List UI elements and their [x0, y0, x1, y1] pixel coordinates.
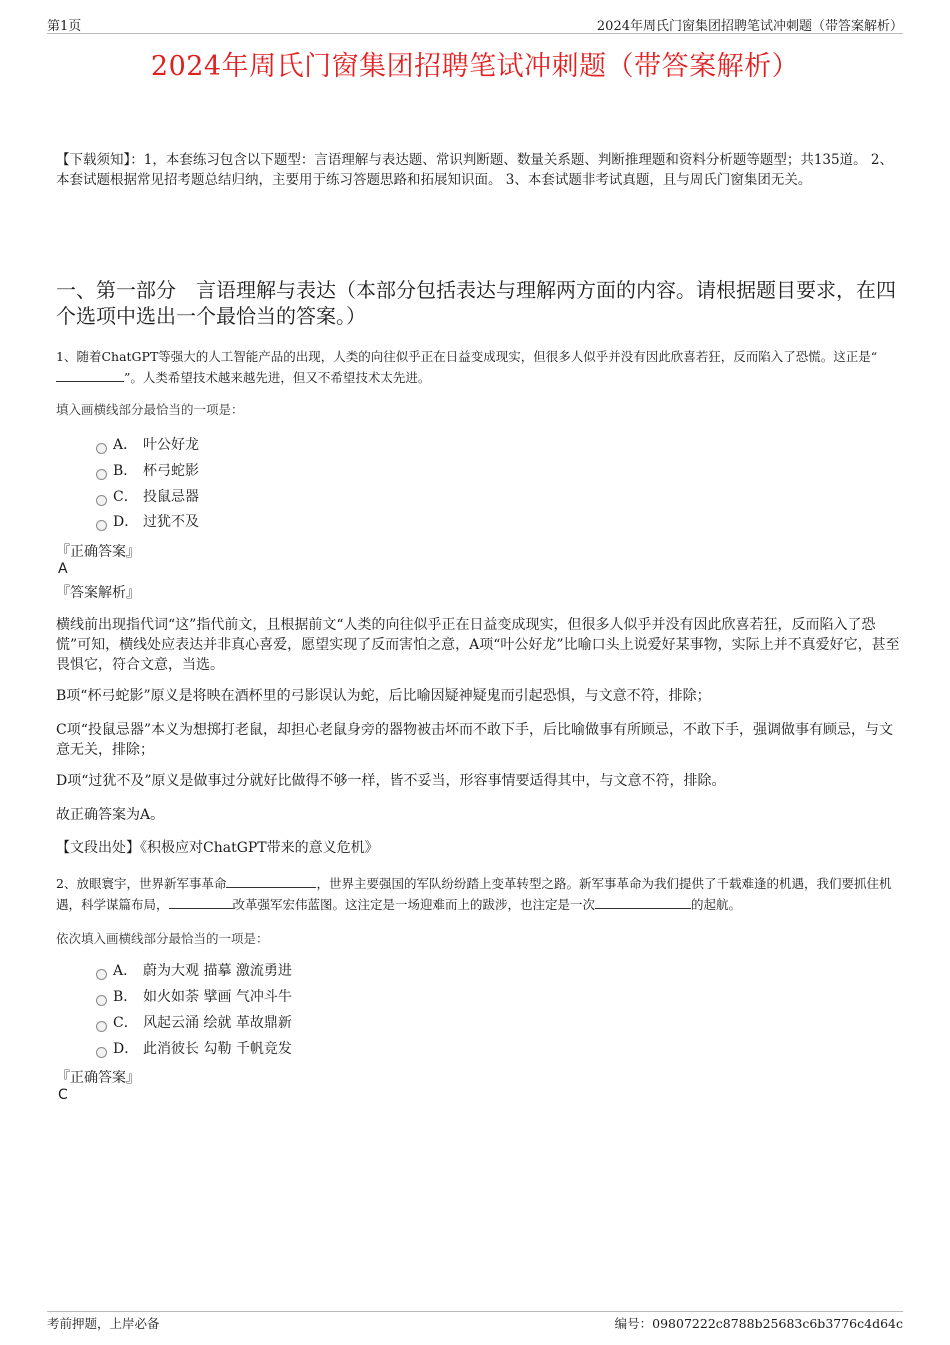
analysis-paragraph: B项“杯弓蛇影”原义是将映在酒杯里的弓影误认为蛇，后比喻因疑神疑鬼而引起恐惧，与文意不符，排除； [56, 688, 711, 704]
correct-answer: C [58, 1087, 68, 1103]
question-2-text-part-c: 改革强军宏伟蓝图。这注定是一场迎难而上的跋涉，也注定是一次 [232, 897, 596, 912]
radio-button[interactable] [96, 995, 107, 1006]
footer-slogan: 考前押题，上岸必备 [47, 1316, 160, 1331]
question-2-instruction: 依次填入画横线部分最恰当的一项是： [56, 931, 269, 946]
option-letter: D． [113, 514, 139, 530]
option-letter: D． [113, 1041, 139, 1057]
question-1-text-part-b: ”。人类希望技术越来越先进，但又不希望技术太先进。 [124, 370, 431, 385]
question-2-text-part-b: ，世界主要强国的军队纷纷踏上变革转型之路。新军事革命为我们提供了千载难逢的机遇，我们要抓住机遇，科学谋篇布局， [56, 876, 892, 912]
option-b[interactable] [96, 461, 199, 481]
answer-blank [226, 875, 316, 888]
answer-blank [56, 369, 124, 382]
radio-button[interactable] [96, 969, 107, 980]
option-c[interactable] [96, 1013, 292, 1033]
option-a[interactable] [96, 961, 292, 981]
header-doc-title: 2024年周氏门窗集团招聘笔试冲刺题（带答案解析） [596, 19, 903, 34]
question-1-text-part-a: 1、随着ChatGPT等强大的人工智能产品的出现，人类的向往似乎正在日益变成现实，但很多人似乎并没有因此欣喜若狂，反而陷入了恐慌。这正是“ [56, 349, 878, 364]
correct-answer: A [58, 561, 68, 577]
page-title: 2024年周氏门窗集团招聘笔试冲刺题（带答案解析） [150, 51, 800, 82]
option-text: 此消彼长 勾勒 千帆竞发 [143, 1041, 292, 1057]
question-2-text-part-a: 2、放眼寰宇，世界新军事革命 [56, 876, 227, 891]
option-c[interactable] [96, 487, 199, 507]
option-letter: B． [113, 463, 138, 479]
question-2-text [56, 873, 902, 915]
source-citation: 【文段出处】《积极应对ChatGPT带来的意义危机》 [56, 840, 379, 856]
radio-button[interactable] [96, 495, 107, 506]
option-text: 投鼠忌器 [143, 489, 199, 505]
footer-serial: 编号：09807222c8788b25683c6b3776c4d64c [614, 1316, 903, 1331]
option-d[interactable] [96, 1039, 292, 1059]
analysis-paragraph: D项“过犹不及”原义是做事过分就好比做得不够一样，皆不妥当，形容事情要适得其中，与文意不符，排除。 [56, 773, 726, 789]
option-letter: A． [113, 963, 138, 979]
option-text: 杯弓蛇影 [143, 463, 199, 479]
radio-button[interactable] [96, 469, 107, 480]
analysis-label: 『答案解析』 [56, 585, 140, 601]
option-text: 风起云涌 绘就 革故鼎新 [143, 1015, 292, 1031]
correct-answer-label: 『正确答案』 [56, 1070, 140, 1086]
section-heading: 一、第一部分 言语理解与表达（本部分包括表达与理解两方面的内容。请根据题目要求，在四个选项中选出一个最恰当的答案。） [56, 278, 896, 328]
option-text: 蔚为大观 描摹 激流勇进 [143, 963, 292, 979]
radio-button[interactable] [96, 443, 107, 454]
header-divider [47, 33, 903, 34]
option-a[interactable] [96, 435, 199, 455]
analysis-conclusion: 故正确答案为A。 [56, 807, 165, 823]
option-d[interactable] [96, 512, 199, 532]
analysis-paragraph: C项“投鼠忌器”本义为想掷打老鼠，却担心老鼠身旁的器物被击坏而不敢下手，后比喻做事有所顾忌，不敢下手，强调做事有顾忌，与文意无关，排除； [56, 722, 894, 758]
analysis-paragraph: 横线前出现指代词“这”指代前文，且根据前文“人类的向往似乎正在日益变成现实，但很多人似乎并没有因此欣喜若狂，反而陷入了恐慌”可知，横线处应表达并非真心喜爱，愿望实现了反而害怕之意，A项“叶公好龙”比喻口头上说爱好某事物，实际上并不真爱好它，甚至畏惧它，符合文意，当选。 [56, 617, 900, 673]
radio-button[interactable] [96, 520, 107, 531]
option-letter: C． [113, 489, 138, 505]
option-text: 叶公好龙 [143, 437, 199, 453]
option-text: 如火如荼 擘画 气冲斗牛 [143, 989, 292, 1005]
option-letter: C． [113, 1015, 138, 1031]
radio-button[interactable] [96, 1021, 107, 1032]
correct-answer-label: 『正确答案』 [56, 544, 140, 560]
question-1-text [56, 346, 902, 388]
footer-divider [47, 1311, 903, 1312]
option-letter: A． [113, 437, 138, 453]
answer-blank [595, 896, 691, 909]
radio-button[interactable] [96, 1047, 107, 1058]
answer-blank [169, 896, 233, 909]
page-number: 第1页 [47, 19, 82, 34]
question-1-instruction: 填入画横线部分最恰当的一项是： [56, 402, 244, 417]
download-notice: 【下载须知】：1，本套练习包含以下题型：言语理解与表达题、常识判断题、数量关系题、判断推理题和资料分析题等题型；共135道。 2、本套试题根据常见招考题总结归纳，主要用于练习答题思路和拓展知识面。 3、本套试题非考试真题，且与周氏门窗集团无关。 [56, 152, 893, 188]
option-b[interactable] [96, 987, 292, 1007]
option-text: 过犹不及 [143, 514, 199, 530]
question-2-text-part-d: 的起航。 [691, 897, 742, 912]
option-letter: B． [113, 989, 138, 1005]
